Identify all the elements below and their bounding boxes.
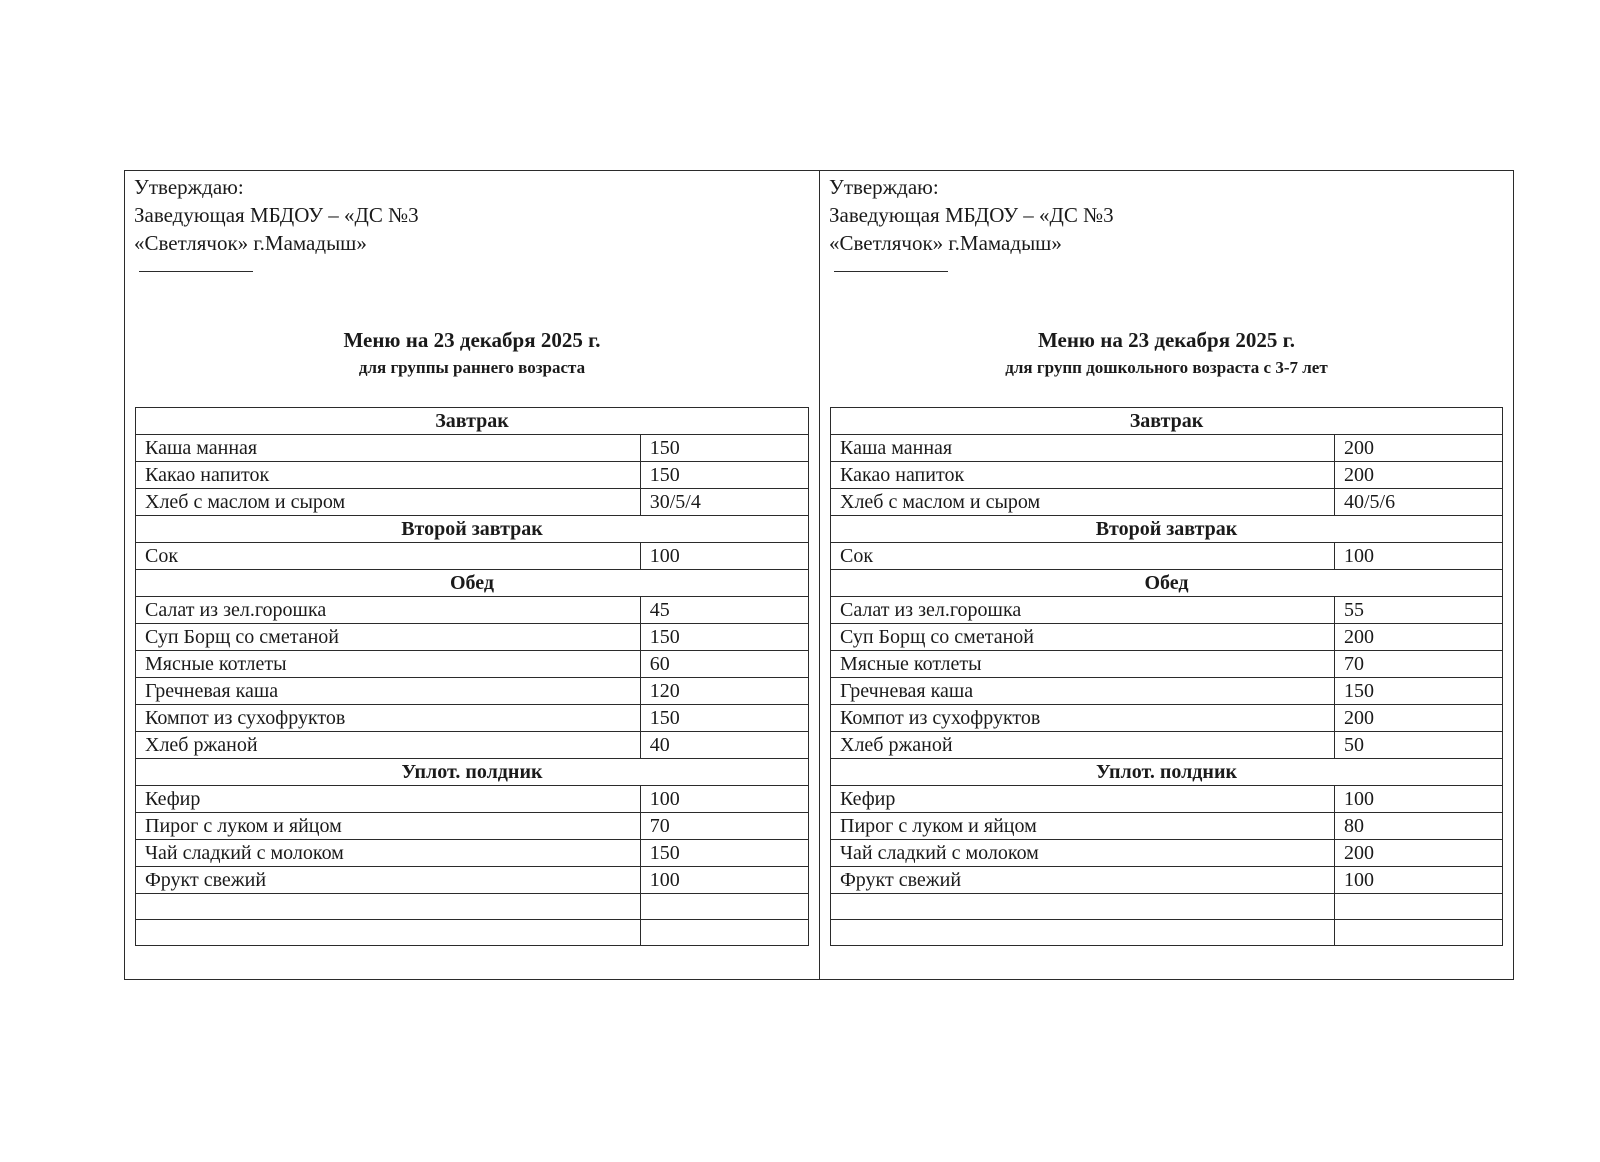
table-row: [831, 894, 1503, 920]
section-heading: Второй завтрак: [136, 516, 809, 543]
portion-size: 150: [640, 705, 808, 732]
table-row: [136, 867, 809, 894]
signature-line: [139, 271, 253, 272]
section-row: [136, 570, 809, 597]
section-heading: Уплот. полдник: [831, 759, 1503, 786]
dish-name: Каша манная: [831, 435, 1335, 462]
signature-line: [834, 271, 948, 272]
portion-size: 40: [640, 732, 808, 759]
section-heading: Второй завтрак: [831, 516, 1503, 543]
dish-name: Кефир: [136, 786, 641, 813]
portion-size: 100: [640, 543, 808, 570]
table-row: [136, 894, 809, 920]
dish-name: Фрукт свежий: [136, 867, 641, 894]
dish-name: Чай сладкий с молоком: [136, 840, 641, 867]
approval-line: Утверждаю:: [134, 175, 244, 199]
table-row: [831, 705, 1503, 732]
dish-name: [831, 920, 1335, 946]
approval-block: [134, 173, 419, 257]
table-row: [136, 462, 809, 489]
table-row: [136, 678, 809, 705]
dish-name: Фрукт свежий: [831, 867, 1335, 894]
section-row: [831, 759, 1503, 786]
table-row: [831, 732, 1503, 759]
menu-subtitle: для группы раннего возраста: [358, 358, 586, 377]
menu-subtitle: для групп дошкольного возраста с 3-7 лет: [1005, 358, 1328, 377]
portion-size: 200: [1335, 705, 1503, 732]
dish-name: Салат из зел.горошка: [136, 597, 641, 624]
section-row: [136, 759, 809, 786]
section-row: [831, 570, 1503, 597]
portion-size: 40/5/6: [1335, 489, 1503, 516]
dish-name: Мясные котлеты: [136, 651, 641, 678]
dish-name: Сок: [831, 543, 1335, 570]
table-row: [136, 786, 809, 813]
approval-line: Заведующая МБДОУ – «ДС №3: [829, 203, 1114, 227]
table-row: [136, 705, 809, 732]
dish-name: Суп Борщ со сметаной: [831, 624, 1335, 651]
dish-name: Компот из сухофруктов: [831, 705, 1335, 732]
section-heading: Завтрак: [136, 408, 809, 435]
dish-name: Гречневая каша: [831, 678, 1335, 705]
table-row: [136, 732, 809, 759]
dish-name: Каша манная: [136, 435, 641, 462]
table-row: [831, 489, 1503, 516]
portion-size: 100: [640, 786, 808, 813]
portion-size: 150: [1335, 678, 1503, 705]
table-row: [136, 651, 809, 678]
table-row: [136, 624, 809, 651]
dish-name: Пирог с луком и яйцом: [831, 813, 1335, 840]
table-row: [831, 462, 1503, 489]
portion-size: [1335, 894, 1503, 920]
dish-name: Салат из зел.горошка: [831, 597, 1335, 624]
menu-panel-preschool: [819, 171, 1513, 979]
section-row: [831, 408, 1503, 435]
table-row: [136, 920, 809, 946]
portion-size: 55: [1335, 597, 1503, 624]
section-row: [831, 516, 1503, 543]
portion-size: 150: [640, 840, 808, 867]
dish-name: Сок: [136, 543, 641, 570]
portion-size: [640, 894, 808, 920]
approval-line: «Светлячок» г.Мамадыш»: [829, 231, 1062, 255]
table-row: [831, 624, 1503, 651]
portion-size: [640, 920, 808, 946]
portion-size: 150: [640, 435, 808, 462]
table-row: [831, 651, 1503, 678]
portion-size: 100: [1335, 543, 1503, 570]
portion-size: 100: [640, 867, 808, 894]
table-row: [136, 813, 809, 840]
table-row: [831, 867, 1503, 894]
table-row: [831, 813, 1503, 840]
dish-name: Хлеб с маслом и сыром: [831, 489, 1335, 516]
dish-name: Компот из сухофруктов: [136, 705, 641, 732]
menu-table-body: [831, 408, 1503, 946]
table-row: [136, 489, 809, 516]
portion-size: 70: [1335, 651, 1503, 678]
portion-size: 150: [640, 462, 808, 489]
table-row: [831, 597, 1503, 624]
dish-name: Кефир: [831, 786, 1335, 813]
portion-size: 70: [640, 813, 808, 840]
portion-size: 100: [1335, 867, 1503, 894]
dish-name: [831, 894, 1335, 920]
dish-name: Пирог с луком и яйцом: [136, 813, 641, 840]
portion-size: 120: [640, 678, 808, 705]
menu-table: [135, 407, 809, 946]
portion-size: 45: [640, 597, 808, 624]
menu-title: Меню на 23 декабря 2025 г.: [343, 328, 601, 352]
menu-panel-early-age: [125, 171, 819, 979]
dish-name: Какао напиток: [136, 462, 641, 489]
dish-name: Чай сладкий с молоком: [831, 840, 1335, 867]
portion-size: 50: [1335, 732, 1503, 759]
table-row: [831, 840, 1503, 867]
menu-title: Меню на 23 декабря 2025 г.: [1037, 328, 1296, 352]
approval-line: «Светлячок» г.Мамадыш»: [134, 231, 367, 255]
section-heading: Обед: [831, 570, 1503, 597]
table-row: [831, 435, 1503, 462]
table-row: [136, 597, 809, 624]
portion-size: 80: [1335, 813, 1503, 840]
dish-name: [136, 920, 641, 946]
approval-line: Утверждаю:: [829, 175, 939, 199]
portion-size: 30/5/4: [640, 489, 808, 516]
dish-name: Какао напиток: [831, 462, 1335, 489]
table-row: [831, 920, 1503, 946]
portion-size: 100: [1335, 786, 1503, 813]
portion-size: 200: [1335, 624, 1503, 651]
section-heading: Завтрак: [831, 408, 1503, 435]
dish-name: Гречневая каша: [136, 678, 641, 705]
table-row: [136, 840, 809, 867]
approval-block: [829, 173, 1114, 257]
menu-table: [830, 407, 1503, 946]
table-row: [136, 543, 809, 570]
section-heading: Обед: [136, 570, 809, 597]
table-row: [831, 543, 1503, 570]
approval-line: Заведующая МБДОУ – «ДС №3: [134, 203, 419, 227]
menu-table-body: [136, 408, 809, 946]
portion-size: 60: [640, 651, 808, 678]
section-row: [136, 516, 809, 543]
dish-name: Хлеб с маслом и сыром: [136, 489, 641, 516]
dish-name: Хлеб ржаной: [136, 732, 641, 759]
table-row: [136, 435, 809, 462]
dish-name: Хлеб ржаной: [831, 732, 1335, 759]
table-row: [831, 786, 1503, 813]
dish-name: [136, 894, 641, 920]
section-heading: Уплот. полдник: [136, 759, 809, 786]
section-row: [136, 408, 809, 435]
table-row: [831, 678, 1503, 705]
portion-size: 200: [1335, 462, 1503, 489]
portion-size: 200: [1335, 435, 1503, 462]
dish-name: Суп Борщ со сметаной: [136, 624, 641, 651]
menu-sheet: [124, 170, 1514, 980]
portion-size: 200: [1335, 840, 1503, 867]
dish-name: Мясные котлеты: [831, 651, 1335, 678]
portion-size: [1335, 920, 1503, 946]
portion-size: 150: [640, 624, 808, 651]
